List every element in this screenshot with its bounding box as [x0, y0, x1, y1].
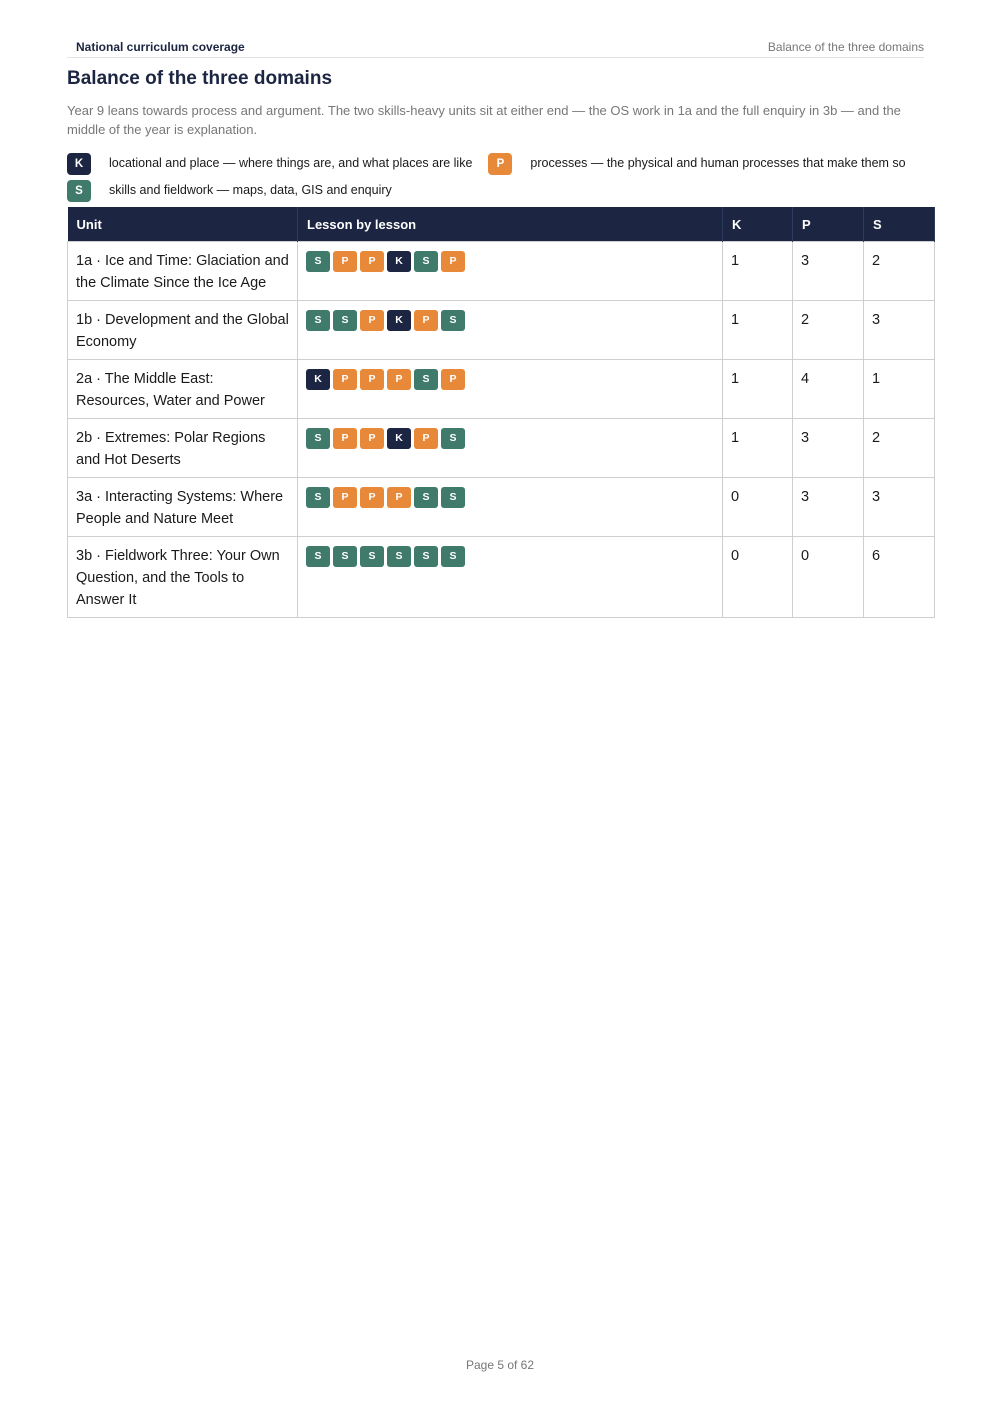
- lesson-chip-list: [306, 309, 714, 331]
- lesson-domain-chip: S: [387, 546, 411, 567]
- lesson-domain-chip: S: [414, 487, 438, 508]
- column-header-p: P: [793, 207, 864, 242]
- lesson-domain-chip: S: [414, 546, 438, 567]
- lesson-domain-chip: S: [441, 487, 465, 508]
- lesson-domain-chip: P: [360, 310, 384, 331]
- table-body: [68, 242, 935, 618]
- table-row: [68, 478, 935, 537]
- lesson-chip-list: [306, 250, 714, 272]
- count-p-cell: 4: [793, 360, 864, 419]
- unit-name-cell: 1b · Development and the Global Economy: [68, 301, 298, 360]
- count-s-cell: 3: [864, 301, 935, 360]
- table-row: [68, 242, 935, 301]
- legend-text-k: locational and place — where things are, and what places are like: [109, 156, 473, 170]
- lesson-domain-chip: P: [441, 369, 465, 390]
- table-row: [68, 419, 935, 478]
- lesson-chip-list: [306, 427, 714, 449]
- column-header-unit: Unit: [68, 207, 298, 242]
- lesson-domain-chip: P: [414, 310, 438, 331]
- lesson-domain-chip: P: [387, 487, 411, 508]
- header-section-title: National curriculum coverage: [76, 39, 245, 54]
- lesson-domain-chip: S: [414, 251, 438, 272]
- lesson-domain-chip: K: [387, 251, 411, 272]
- domain-balance-table: [67, 207, 935, 618]
- lesson-sequence-cell: [298, 537, 723, 618]
- count-s-cell: 3: [864, 478, 935, 537]
- lesson-domain-chip: S: [333, 546, 357, 567]
- lesson-domain-chip: P: [360, 487, 384, 508]
- intro-paragraph: Year 9 leans towards process and argument. The two skills-heavy units sit at either end — the OS work in 1a and the full enquiry in 3b — and the middle of the year is explanation.: [67, 103, 901, 137]
- legend-item-k: [67, 156, 488, 170]
- page-title: Balance of the three domains: [67, 68, 333, 89]
- legend-badge-k: K: [67, 153, 91, 175]
- lesson-domain-chip: S: [414, 369, 438, 390]
- legend-text-s: skills and fieldwork — maps, data, GIS and enquiry: [109, 183, 392, 197]
- lesson-domain-chip: P: [387, 369, 411, 390]
- lesson-domain-chip: S: [306, 310, 330, 331]
- lesson-domain-chip: P: [333, 428, 357, 449]
- unit-name-cell: 1a · Ice and Time: Glaciation and the Climate Since the Ice Age: [68, 242, 298, 301]
- legend-item-p: [488, 156, 921, 170]
- table-row: [68, 537, 935, 618]
- column-header-k: K: [723, 207, 793, 242]
- lesson-domain-chip: S: [306, 546, 330, 567]
- lesson-domain-chip: S: [441, 310, 465, 331]
- unit-name-cell: 3b · Fieldwork Three: Your Own Question, and the Tools to Answer It: [68, 537, 298, 618]
- lesson-sequence-cell: [298, 478, 723, 537]
- count-k-cell: 1: [723, 419, 793, 478]
- lesson-chip-list: [306, 545, 714, 567]
- lesson-domain-chip: S: [441, 428, 465, 449]
- lesson-sequence-cell: [298, 360, 723, 419]
- lesson-domain-chip: S: [360, 546, 384, 567]
- lesson-domain-chip: S: [306, 251, 330, 272]
- lesson-domain-chip: P: [360, 251, 384, 272]
- count-k-cell: 0: [723, 478, 793, 537]
- count-k-cell: 1: [723, 242, 793, 301]
- count-s-cell: 2: [864, 242, 935, 301]
- lesson-sequence-cell: [298, 419, 723, 478]
- lesson-domain-chip: S: [306, 487, 330, 508]
- table-row: [68, 301, 935, 360]
- lesson-domain-chip: P: [441, 251, 465, 272]
- count-p-cell: 3: [793, 242, 864, 301]
- legend-badge-p: P: [488, 153, 512, 175]
- lesson-domain-chip: P: [360, 369, 384, 390]
- table-row: [68, 360, 935, 419]
- count-s-cell: 2: [864, 419, 935, 478]
- lesson-chip-list: [306, 368, 714, 390]
- column-header-s: S: [864, 207, 935, 242]
- legend-item-s: [67, 183, 408, 197]
- legend-badge-s: S: [67, 180, 91, 202]
- lesson-domain-chip: P: [333, 369, 357, 390]
- unit-name-cell: 2a · The Middle East: Resources, Water and Power: [68, 360, 298, 419]
- count-s-cell: 1: [864, 360, 935, 419]
- header-page-topic: Balance of the three domains: [767, 39, 924, 54]
- count-p-cell: 3: [793, 419, 864, 478]
- lesson-domain-chip: S: [333, 310, 357, 331]
- running-header: [67, 36, 924, 58]
- count-p-cell: 3: [793, 478, 864, 537]
- lesson-domain-chip: K: [306, 369, 330, 390]
- table-header-row: [68, 207, 935, 242]
- legend-text-p: processes — the physical and human processes that make them so: [530, 156, 906, 170]
- lesson-domain-chip: P: [333, 487, 357, 508]
- count-k-cell: 1: [723, 301, 793, 360]
- page-number: Page 5 of 62: [465, 1358, 535, 1372]
- lesson-domain-chip: S: [306, 428, 330, 449]
- domain-legend: [67, 150, 933, 204]
- count-k-cell: 1: [723, 360, 793, 419]
- count-s-cell: 6: [864, 537, 935, 618]
- lesson-sequence-cell: [298, 301, 723, 360]
- column-header-lessons: Lesson by lesson: [298, 207, 723, 242]
- count-p-cell: 0: [793, 537, 864, 618]
- lesson-domain-chip: K: [387, 310, 411, 331]
- lesson-domain-chip: P: [360, 428, 384, 449]
- count-p-cell: 2: [793, 301, 864, 360]
- lesson-domain-chip: K: [387, 428, 411, 449]
- count-k-cell: 0: [723, 537, 793, 618]
- unit-name-cell: 3a · Interacting Systems: Where People and Nature Meet: [68, 478, 298, 537]
- unit-name-cell: 2b · Extremes: Polar Regions and Hot Deserts: [68, 419, 298, 478]
- lesson-domain-chip: S: [441, 546, 465, 567]
- lesson-sequence-cell: [298, 242, 723, 301]
- lesson-domain-chip: P: [414, 428, 438, 449]
- lesson-domain-chip: P: [333, 251, 357, 272]
- lesson-chip-list: [306, 486, 714, 508]
